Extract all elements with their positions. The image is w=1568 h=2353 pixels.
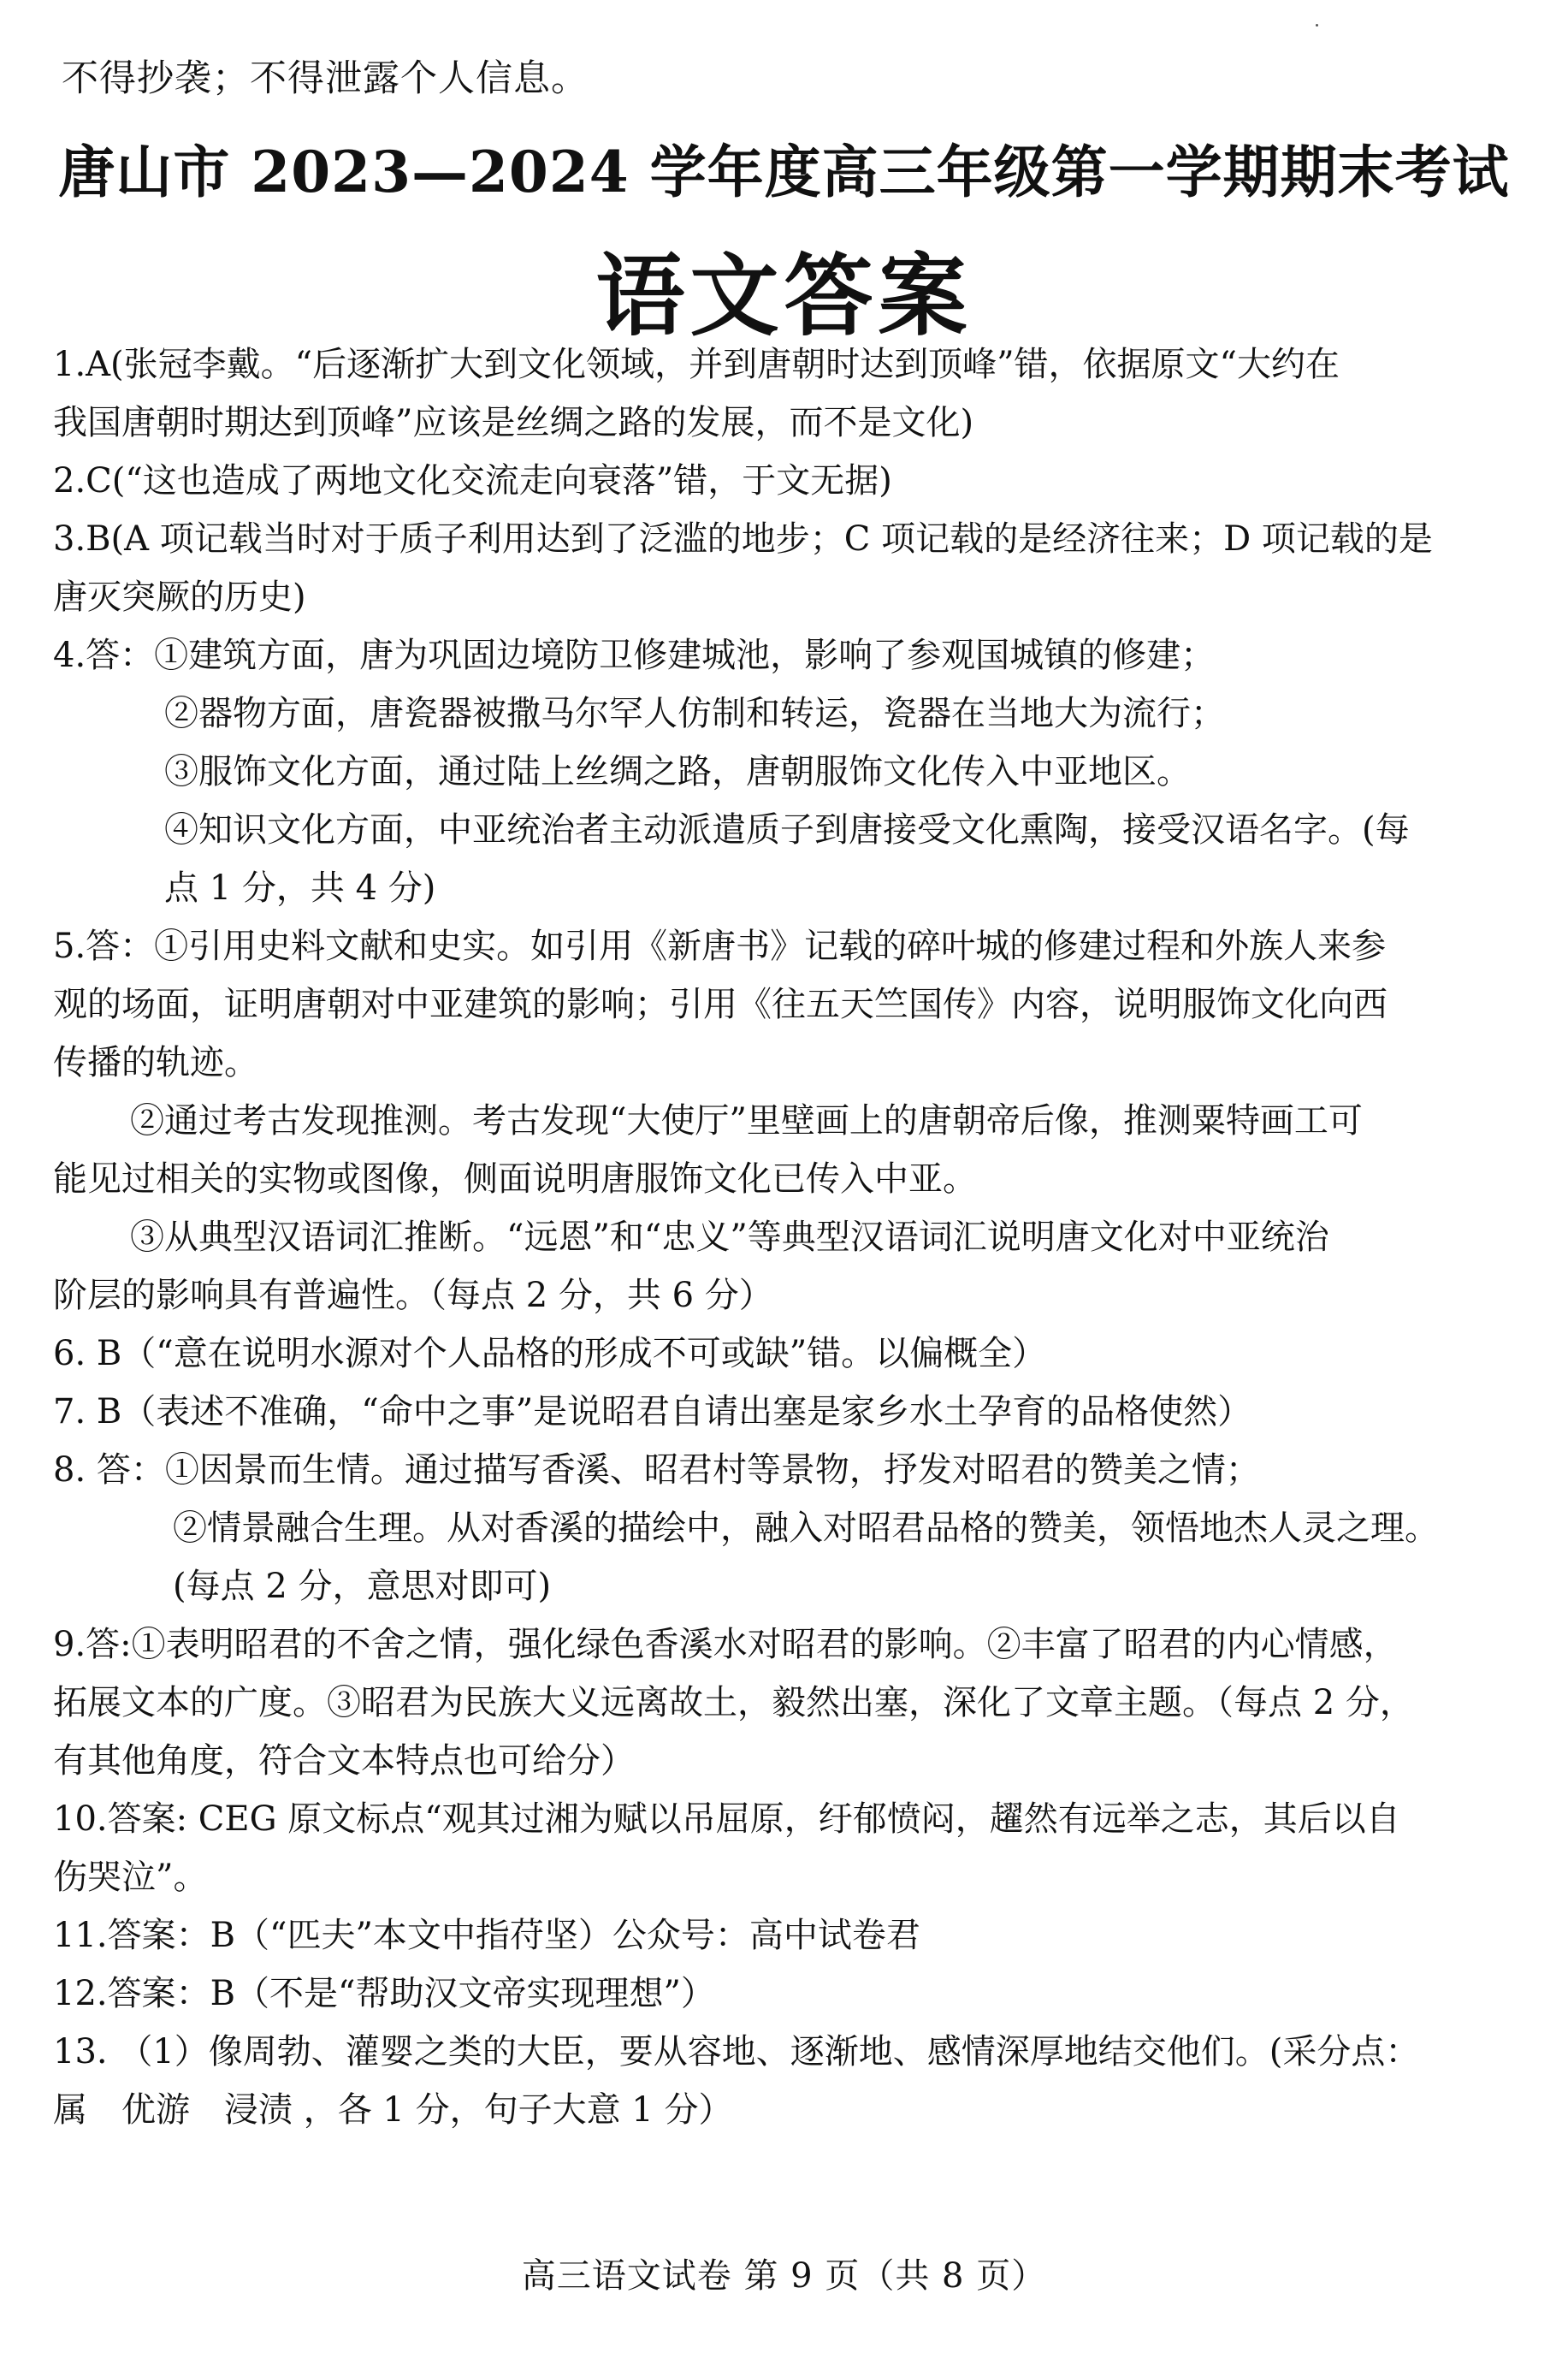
answer-line-q10: 10.答案: CEG 原文标点“观其过湘为赋以吊屈原，纡郁愤闷，趯然有远举之志，其后以自	[53, 1799, 1400, 1839]
answer-line-q5-point2-cont: 能见过相关的实物或图像，侧面说明唐服饰文化已传入中亚。	[53, 1159, 977, 1199]
answer-line-q4: 4.答：①建筑方面，唐为巩固边境防卫修建城池，影响了参观国城镇的修建；	[53, 636, 1216, 675]
answer-line-q10-cont: 伤哭泣”。	[53, 1858, 208, 1897]
answer-line-q3-cont: 唐灭突厥的历史)	[53, 578, 306, 617]
answer-line-q8: 8. 答：①因景而生情。通过描写香溪、昭君村等景物，抒发对昭君的赞美之情；	[53, 1450, 1260, 1490]
answer-line-q1-cont: 我国唐朝时期达到顶峰”应该是丝绸之路的发展，而不是文化)	[53, 403, 974, 442]
answer-line-q2: 2.C(“这也造成了两地文化交流走向衰落”错，于文无据)	[53, 461, 892, 501]
answer-line-q13-cont: 属 优游 浸渍 ，各 1 分，句子大意 1 分）	[53, 2090, 733, 2130]
page-footer: 高三语文试卷 第 9 页（共 8 页）	[521, 2256, 1047, 2296]
answer-line-q8-point2: ②情景融合生理。从对香溪的描绘中，融入对昭君品格的赞美，领悟地杰人灵之理。	[173, 1508, 1439, 1548]
answer-line-q9: 9.答:①表明昭君的不舍之情，强化绿色香溪水对昭君的影响。②丰富了昭君的内心情感，	[53, 1625, 1398, 1664]
answer-line-q5-cont2: 传播的轨迹。	[53, 1043, 258, 1082]
header-notice: 不得抄袭；不得泄露个人信息。	[62, 57, 589, 100]
exam-title: 唐山市 2023—2024 学年度高三年级第一学期期末考试	[58, 139, 1510, 205]
answer-line-q5: 5.答：①引用史料文献和史实。如引用《新唐书》记载的碎叶城的修建过程和外族人来参	[53, 927, 1387, 966]
answer-line-q7: 7. B（表述不准确，“命中之事”是说昭君自请出塞是家乡水土孕育的品格使然）	[53, 1392, 1252, 1431]
answer-line-q11: 11.答案：B（“匹夫”本文中指苻坚）公众号：高中试卷君	[53, 1916, 920, 1955]
answer-line-q5-score: 阶层的影响具有普遍性。（每点 2 分，共 6 分）	[53, 1276, 773, 1315]
answer-line-q5-cont1: 观的场面，证明唐朝对中亚建筑的影响；引用《往五天竺国传》内容，说明服饰文化向西	[53, 985, 1388, 1024]
answer-line-q9-cont1: 拓展文本的广度。③昭君为民族大义远离故土，毅然出塞，深化了文章主题。（每点 2 分，	[53, 1683, 1414, 1722]
answer-line-q9-cont2: 有其他角度，符合文本特点也可给分）	[53, 1741, 635, 1781]
answer-line-q1: 1.A(张冠李戴。“后逐渐扩大到文化领域，并到唐朝时达到顶峰”错，依据原文“大约在	[53, 345, 1340, 384]
answer-line-q4-score: 点 1 分，共 4 分)	[164, 868, 436, 908]
answer-line-q13: 13. （1）像周勃、灌婴之类的大臣，要从容地、逐渐地、感情深厚地结交他们。(采分点：	[53, 2032, 1420, 2071]
answer-line-q6: 6. B（“意在说明水源对个人品格的形成不可或缺”错。以偏概全）	[53, 1334, 1047, 1373]
answer-line-q3: 3.B(A 项记载当时对于质子利用达到了泛滥的地步；C 项记载的是经济往来；D 项记载的是	[53, 519, 1433, 559]
answer-key-heading: 语文答案	[595, 243, 973, 348]
answer-line-q4-point2: ②器物方面，唐瓷器被撒马尔罕人仿制和转运，瓷器在当地大为流行；	[164, 694, 1225, 733]
answer-line-q4-point4: ④知识文化方面，中亚统治者主动派遣质子到唐接受文化熏陶，接受汉语名字。(每	[164, 810, 1410, 850]
answer-line-q5-point3: ③从典型汉语词汇推断。“远恩”和“忠义”等典型汉语词汇说明唐文化对中亚统治	[130, 1218, 1329, 1257]
answer-line-q4-point3: ③服饰文化方面，通过陆上丝绸之路，唐朝服饰文化传入中亚地区。	[164, 752, 1191, 791]
answer-line-q8-score: (每点 2 分，意思对即可)	[173, 1567, 552, 1606]
answer-line-q5-point2: ②通过考古发现推测。考古发现“大使厅”里壁画上的唐朝帝后像，推测粟特画工可	[130, 1101, 1363, 1141]
answer-body	[53, 335, 1520, 2139]
answer-line-q12: 12.答案：B（不是“帮助汉文帝实现理想”）	[53, 1974, 715, 2013]
scan-speck	[1316, 24, 1318, 27]
